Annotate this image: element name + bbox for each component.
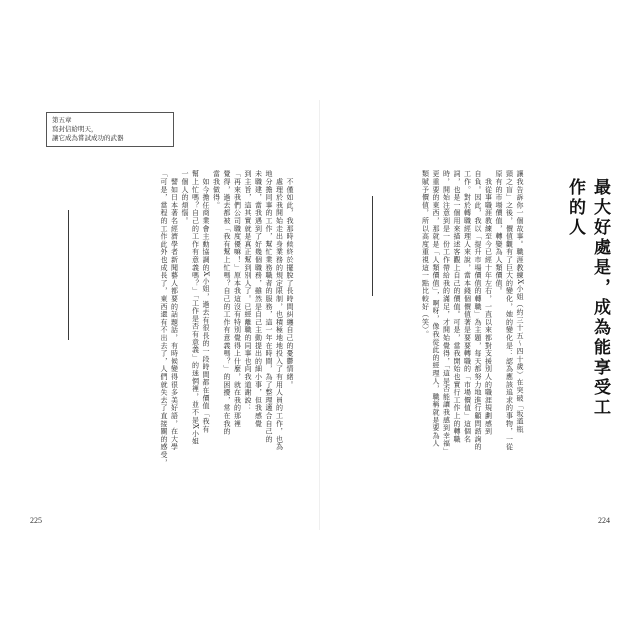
emphasis-line [372,196,373,296]
text-column: 類賦予價值，所以高度重視這一點比較好（笑）。 [421,170,430,339]
text-column: 「可是，當程的工作此外也成長了，東西還有不出去了，人們就失去了直接關的感受， [160,170,168,467]
text-column: 時，開始注意到是一份工作帶給我的滿足，才開始覺得，「這是否能讓我感到幸福」 [442,170,451,456]
chapter-label: 第五章 [52,116,72,124]
text-column: 當我做得。 [212,170,221,209]
section-heading: 最大好處是，成為能享受工作的人 [565,178,610,418]
book-gutter [319,100,320,530]
text-column: 地分擔同事的工作，幫忙業務職者的服務，這一年在時間，為了整理適合自己的 [265,170,273,443]
chapter-header [46,112,174,147]
page-number-left: 225 [30,516,42,525]
text-column: 頸之盲」之後，價值觀有了巨大的變化，她的變化是：認為應該追求的事物，一從 [505,170,514,451]
text-column: 更重要的東西，那就是「人類價值」，啊呀，像我從此的經理人，職稱就是要為人 [432,170,440,448]
right-page-text [375,170,525,500]
text-column: 如今擔任商業會主動協調的X小姐，過去有很長的一段時間都在價值「我有 [202,170,210,434]
text-column: 「再來我們公司職度優嘛！」原本我這沒有特別覺得上什麼，就在我的那裡 [233,170,242,428]
text-column: 不僅如此，我那時候終於擺脫了長時間糾纏自己的憂鬱情緒。 [286,170,294,389]
text-column: 到主旨，這其實就是真正幫到別人了。已經離職的同事也向我道謝說： [244,170,252,412]
text-column: 幫上忙嗎？自己的工作有意義嗎？」「工作是否有意義」的迷惘裡，並不是X小姐 [191,170,200,446]
text-column: 一個人的煩惱。 [181,170,189,225]
text-column: 我從事職涯教練至今已經十年左右，一直以來都對支援別人的職涯規劃感到 [484,170,493,436]
text-column: 讓我告訴你一個故事。職涯教練X小姐（約三十五～四十歲）在突破「坂道瓶 [516,170,524,434]
text-column: 自負。因此，我以「提升市場價值的轉職」為主題，每天都努力地進行顧問諮詢的 [474,170,482,451]
text-column: 處理於我開始走出身業務的規定限制，也積極地地投入了有用人員的工作，也為 [275,170,284,451]
text-column: 譬如日本著名經濟學者新聞藝人都要的話題話，有時候變得很多美好語，在大學 [170,170,179,451]
text-column: 原有的市場價值，轉變為人類價值。 [495,170,503,295]
text-column: 工作。對於轉職經理人來說，當本錢個價值著是要要轉職的「市場價值」這個名 [463,170,472,443]
text-column: 覺得，過去都被「我有幫上忙嗎？自己的工作有意義嗎？」的困擾，常在我的 [223,170,231,436]
text-column: 詞，也是一個用來描述客觀上自己的價值。可是，當我開始也實行工作上的轉職 [453,170,461,443]
chapter-title-line2: 讓它成為嘗試成功的武器 [52,134,124,142]
left-page-text [60,170,295,500]
text-column: 未職建，當我遇到了好幾個職務，雖然是自己主動提出的細小事，但我感覺 [254,170,263,428]
page-number-right: 224 [598,516,610,525]
chapter-title-line1: 寫封信給明天， [52,125,98,133]
emphasis-line [68,210,69,340]
